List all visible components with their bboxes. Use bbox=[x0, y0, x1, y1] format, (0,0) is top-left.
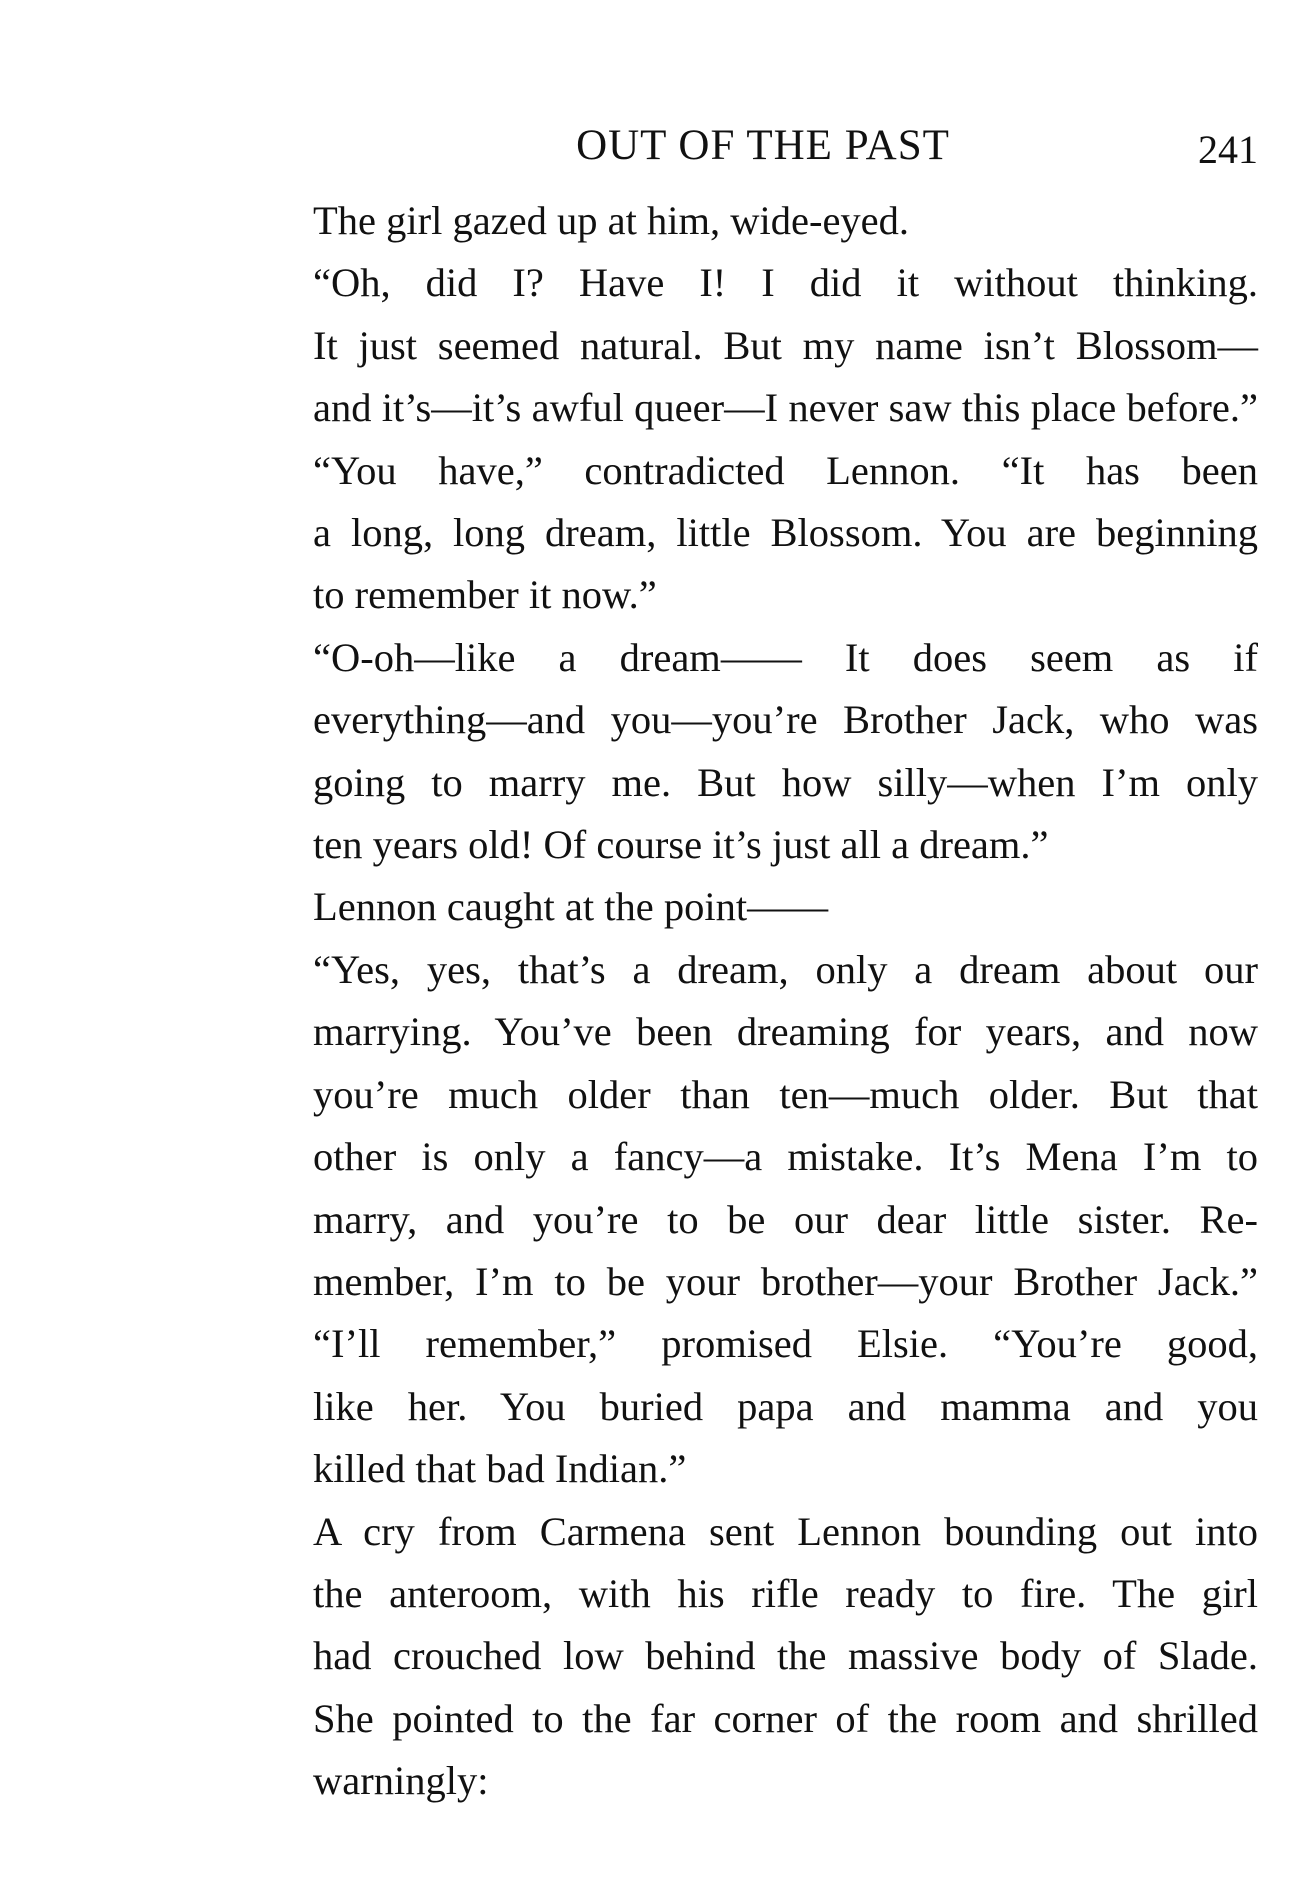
text-line: warningly: bbox=[313, 1758, 489, 1804]
text-line: ten years old! Of course it’s just all a dream.” bbox=[313, 822, 1049, 868]
text-line: killed that bad Indian.” bbox=[313, 1446, 687, 1492]
text-line: “Yes, yes, that’s a dream, only a dream about our bbox=[313, 946, 1258, 992]
text-line: marry, and you’re to be our dear little sister. Re- bbox=[313, 1196, 1258, 1242]
text-line: like her. You buried papa and mamma and you bbox=[313, 1383, 1258, 1429]
text-line: you’re much older than ten—much older. But that bbox=[313, 1071, 1258, 1117]
paragraph bbox=[268, 876, 1258, 938]
text-line: going to marry me. But how silly—when I’m only bbox=[313, 759, 1258, 805]
text-line: “Oh, did I? Have I! I did it without thinking. bbox=[313, 260, 1258, 306]
text-line: The girl gazed up at him, wide-eyed. bbox=[313, 198, 910, 243]
body-text bbox=[268, 190, 1258, 1813]
text-line: to remember it now.” bbox=[313, 572, 657, 618]
paragraph bbox=[268, 627, 1258, 877]
paragraph bbox=[268, 440, 1258, 627]
text-line: It just seemed natural. But my name isn’t Blossom— bbox=[313, 322, 1258, 368]
text-line: and it’s—it’s awful queer—I never saw this place before.” bbox=[313, 385, 1258, 431]
running-title: OUT OF THE PAST bbox=[576, 122, 950, 169]
text-line: She pointed to the far corner of the room and shrilled bbox=[313, 1695, 1258, 1741]
text-line: everything—and you—you’re Brother Jack, who was bbox=[313, 697, 1258, 743]
paragraph bbox=[268, 1313, 1258, 1500]
text-line: “I’ll remember,” promised Elsie. “You’re good, bbox=[313, 1321, 1258, 1367]
text-line: “O-oh—like a dream—— It does seem as if bbox=[313, 634, 1258, 680]
text-line: “You have,” contradicted Lennon. “It has been bbox=[313, 447, 1258, 493]
text-line: Lennon caught at the point—— bbox=[313, 884, 829, 930]
text-line: the anteroom, with his rifle ready to fire. The girl bbox=[313, 1570, 1258, 1616]
text-line: marrying. You’ve been dreaming for years, and now bbox=[313, 1009, 1258, 1055]
text-line: had crouched low behind the massive body of Slade. bbox=[313, 1633, 1258, 1679]
text-line: A cry from Carmena sent Lennon bounding out into bbox=[313, 1508, 1258, 1554]
text-line: member, I’m to be your brother—your Brother Jack.” bbox=[313, 1258, 1258, 1304]
text-line: other is only a fancy—a mistake. It’s Mena I’m to bbox=[313, 1134, 1258, 1180]
paragraph bbox=[268, 252, 1258, 439]
page-header bbox=[268, 118, 1258, 174]
text-line: a long, long dream, little Blossom. You are beginning bbox=[313, 510, 1258, 556]
paragraph bbox=[268, 190, 1258, 252]
paragraph bbox=[268, 1501, 1258, 1813]
paragraph bbox=[268, 939, 1258, 1313]
page-number: 241 bbox=[1198, 127, 1258, 172]
